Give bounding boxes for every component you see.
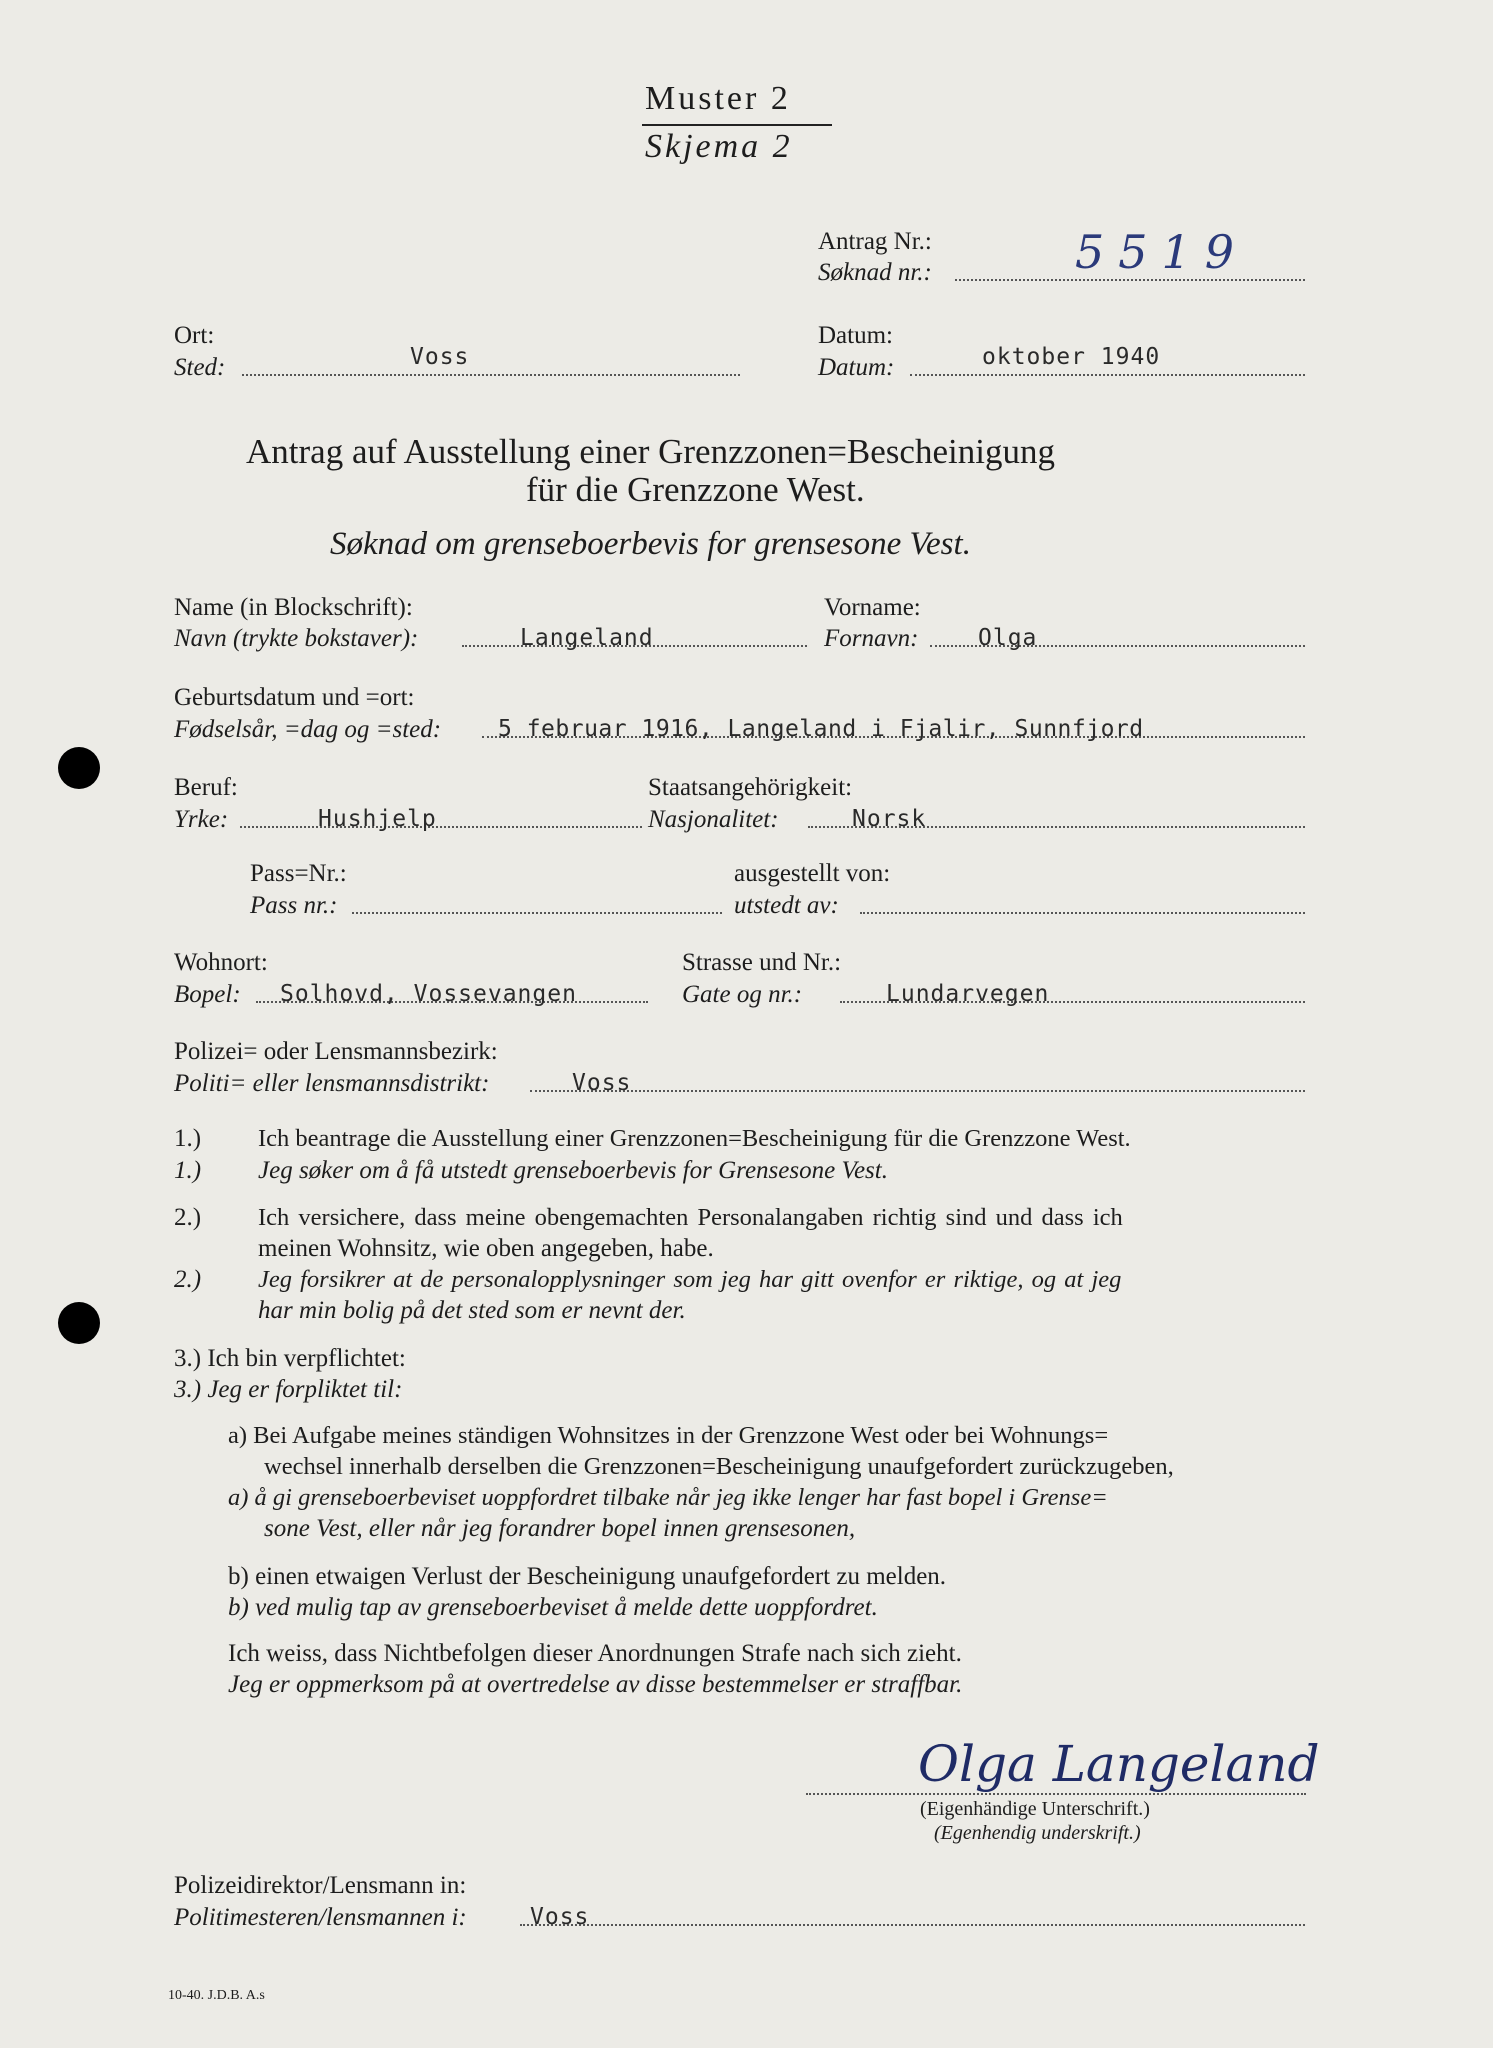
polizei-value[interactable]: Voss	[530, 1904, 590, 1930]
polizei-label-de: Polizeidirektor/Lensmann in:	[174, 1872, 467, 1899]
vorname-value[interactable]: Olga	[978, 625, 1038, 651]
wohnort-label-de: Wohnort:	[174, 949, 268, 976]
geburt-value[interactable]: 5 februar 1916, Langeland i Fjalir, Sunnfjord	[498, 716, 1144, 742]
strasse-label-de: Strasse und Nr.:	[682, 949, 842, 976]
polizei-dotted-line	[520, 1924, 1305, 1926]
clause2-text-de-2: meinen Wohnsitz, wie oben angegeben, habe.	[258, 1235, 714, 1262]
clause3b-de: b) einen etwaigen Verlust der Bescheinigung unaufgefordert zu melden.	[228, 1563, 947, 1590]
penalty-no: Jeg er oppmerksom på at overtredelse av disse bestemmelser er straffbar.	[228, 1671, 963, 1698]
antrag-dotted-line	[955, 279, 1305, 281]
clause3-de: 3.) Ich bin verpflichtet:	[174, 1345, 406, 1372]
ort-dotted-line	[242, 374, 740, 376]
bezirk-label-no: Politi= eller lensmannsdistrikt:	[174, 1070, 490, 1097]
vorname-label-de: Vorname:	[824, 594, 921, 621]
beruf-label-no: Yrke:	[174, 806, 229, 833]
muster-title: Muster 2	[645, 80, 791, 117]
strasse-value[interactable]: Lundarvegen	[886, 981, 1050, 1007]
signature-label-de: (Eigenhändige Unterschrift.)	[920, 1798, 1150, 1820]
staat-label-de: Staatsangehörigkeit:	[648, 774, 853, 801]
title-no: Søknad om grenseboerbevis for grensesone Vest.	[330, 526, 971, 562]
pass-label-de: Pass=Nr.:	[250, 860, 347, 887]
clause3a-no-1: a) å gi grenseboerbeviset uoppfordret tilbake når jeg ikke lenger har fast bopel i Grense=	[228, 1484, 1108, 1511]
clause3-no: 3.) Jeg er forpliktet til:	[174, 1376, 403, 1403]
wohnort-label-no: Bopel:	[174, 981, 241, 1008]
signature-label-no: (Egenhendig underskrift.)	[934, 1822, 1141, 1844]
clause3a-no-2: sone Vest, eller når jeg forandrer bopel innen grensesonen,	[264, 1515, 856, 1542]
clause3a-de-1: a) Bei Aufgabe meines ständigen Wohnsitzes in der Grenzzone West oder bei Wohnungs=	[228, 1422, 1109, 1449]
ausgestellt-dotted-line	[860, 912, 1305, 914]
beruf-label-de: Beruf:	[174, 774, 238, 801]
punch-hole-bottom	[58, 1302, 100, 1344]
name-label-no: Navn (trykte bokstaver):	[174, 625, 419, 652]
name-value[interactable]: Langeland	[520, 625, 654, 651]
title-de-line1: Antrag auf Ausstellung einer Grenzzonen=Bescheinigung	[246, 432, 1055, 471]
antrag-number-handwritten[interactable]: 5519	[1075, 225, 1249, 279]
pass-label-no: Pass nr.:	[250, 892, 338, 919]
clause1-number-no: 1.)	[174, 1157, 202, 1184]
printer-mark: 10-40. J.D.B. A.s	[168, 1988, 265, 2003]
ort-value[interactable]: Voss	[410, 344, 470, 370]
ausgestellt-label-de: ausgestellt von:	[734, 860, 891, 887]
beruf-dotted-line	[240, 826, 642, 828]
clause2-number-no: 2.)	[174, 1266, 202, 1293]
polizei-label-no: Politimesteren/lensmannen i:	[174, 1904, 467, 1931]
geburt-label-no: Fødselsår, =dag og =sted:	[174, 716, 442, 743]
clause3a-de-2: wechsel innerhalb derselben die Grenzzonen=Bescheinigung unaufgefordert zurückzugeben,	[264, 1453, 1174, 1480]
clause2-number-de: 2.)	[174, 1204, 202, 1231]
skjema-title: Skjema 2	[645, 128, 793, 165]
penalty-de: Ich weiss, dass Nichtbefolgen dieser Anordnungen Strafe nach sich zieht.	[228, 1640, 962, 1667]
wohnort-value[interactable]: Solhovd, Vossevangen	[280, 981, 577, 1007]
datum-dotted-line	[910, 374, 1305, 376]
bezirk-label-de: Polizei= oder Lensmannsbezirk:	[174, 1038, 498, 1065]
vorname-label-no: Fornavn:	[824, 625, 919, 652]
bezirk-value[interactable]: Voss	[572, 1070, 632, 1096]
antrag-label-de: Antrag Nr.:	[818, 228, 932, 255]
clause2-text-no-2: har min bolig på det sted som er nevnt der.	[258, 1297, 686, 1324]
clause2-text-no-1: Jeg forsikrer at de personalopplysninger som jeg har gitt ovenfor er riktige, og at jeg	[258, 1266, 1122, 1293]
title-de-line2: für die Grenzzone West.	[526, 470, 865, 509]
ort-label-no: Sted:	[174, 354, 226, 381]
datum-value[interactable]: oktober 1940	[982, 344, 1161, 370]
clause2-text-de-1: Ich versichere, dass meine obengemachten Personalangaben richtig sind und dass ich	[258, 1204, 1123, 1231]
clause1-number-de: 1.)	[174, 1125, 202, 1152]
strasse-label-no: Gate og nr.:	[682, 981, 803, 1008]
bezirk-dotted-line	[530, 1090, 1305, 1092]
geburt-label-de: Geburtsdatum und =ort:	[174, 684, 415, 711]
ort-label-de: Ort:	[174, 322, 215, 349]
clause1-text-de: Ich beantrage die Ausstellung einer Grenzzonen=Bescheinigung für die Grenzzone West.	[258, 1125, 1131, 1152]
staat-label-no: Nasjonalitet:	[648, 806, 779, 833]
clause3b-no: b) ved mulig tap av grenseboerbeviset å melde dette uoppfordret.	[228, 1594, 878, 1621]
name-label-de: Name (in Blockschrift):	[174, 594, 413, 621]
antrag-label-no: Søknad nr.:	[818, 259, 932, 286]
pass-dotted-line	[352, 912, 722, 914]
beruf-value[interactable]: Hushjelp	[318, 806, 437, 832]
header-divider	[642, 124, 832, 126]
ausgestellt-label-no: utstedt av:	[734, 892, 839, 919]
datum-label-no: Datum:	[818, 354, 895, 381]
signature-handwritten[interactable]: Olga Langeland	[918, 1735, 1320, 1793]
punch-hole-top	[58, 747, 100, 789]
datum-label-de: Datum:	[818, 322, 893, 349]
clause1-text-no: Jeg søker om å få utstedt grenseboerbevis for Grensesone Vest.	[258, 1157, 888, 1184]
staat-value[interactable]: Norsk	[852, 806, 927, 832]
signature-dotted-line	[806, 1793, 1306, 1795]
